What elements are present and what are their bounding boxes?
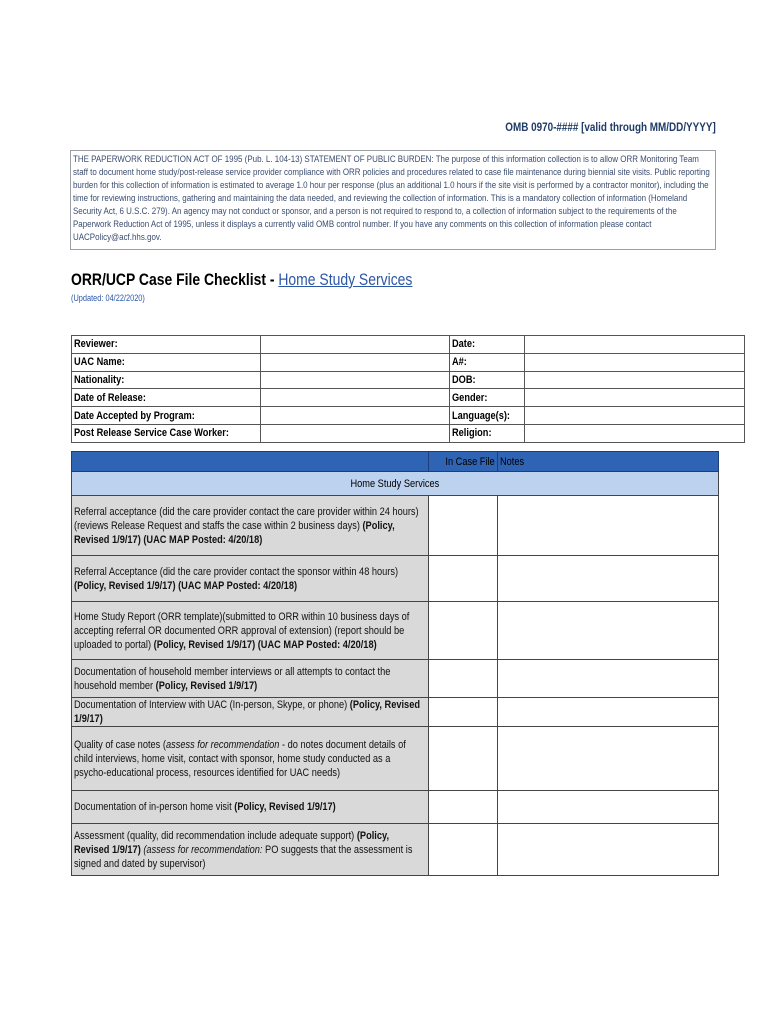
in-case-file-cell[interactable] (429, 791, 498, 824)
nationality-field[interactable] (261, 371, 450, 389)
burden-text: THE PAPERWORK REDUCTION ACT OF 1995 (Pub. L. 104-13) STATEMENT OF PUBLIC BURDEN: The purpose of this information collection is to allow ORR Monitoring Team staff to document home study/post-release service provider compliance with ORR policies and procedures related to case file maintenance during biennial site visits. Public reporting burden for this collection of information is estimated to average 1.0 hour per response (plus an additional 1.0 hours if the site visit is performed by a contractor monitor), including the time for reviewing instructions, gathering and maintaining the data needed, and reviewing the collection of information. This is a mandatory collection of information (Homeland Security Act, 6 U.S.C. 279). An agency may not conduct or sponsor, and a person is not required to respond to, a collection of information subject to the requirements of the Paperwork Reduction Act of 1995, unless it displays a currently valid OMB control number. If you have any comments on this collection of information please contact UACPolicy@acf.hhs.gov. (73, 154, 710, 243)
item-description: Documentation of Interview with UAC (In-person, Skype, or phone) (Policy, Revised 1/9/17) (72, 698, 429, 727)
info-label: DOB: (450, 371, 524, 389)
item-description: Assessment (quality, did recommendation include adequate support) (Policy, Revised 1/9/17) (assess for recommendation: PO suggests that the assessment is signed and dated by supervisor) (72, 824, 429, 876)
notes-cell[interactable] (498, 698, 719, 727)
info-label: UAC Name: (72, 353, 261, 371)
in-case-file-cell[interactable] (429, 496, 498, 556)
in-case-file-cell[interactable] (429, 602, 498, 660)
checklist-item (72, 824, 719, 876)
info-label: Date Accepted by Program: (72, 407, 261, 425)
date-accepted-field[interactable] (261, 407, 450, 425)
info-row (72, 371, 745, 389)
info-row (72, 407, 745, 425)
info-label: Language(s): (450, 407, 524, 425)
checklist-item (72, 660, 719, 698)
notes-cell[interactable] (498, 496, 719, 556)
date-of-release-field[interactable] (261, 389, 450, 407)
in-case-file-header: In Case File (429, 452, 498, 472)
column-header-row (72, 452, 719, 472)
gender-field[interactable] (524, 389, 744, 407)
checklist-item (72, 556, 719, 602)
languages-field[interactable] (524, 407, 744, 425)
section-header-row (72, 472, 719, 496)
header-blank (72, 452, 429, 472)
notes-cell[interactable] (498, 727, 719, 791)
date-field[interactable] (524, 336, 744, 354)
dob-field[interactable] (524, 371, 744, 389)
title-link[interactable]: Home Study Services (278, 270, 413, 289)
notes-cell[interactable] (498, 660, 719, 698)
uac-name-field[interactable] (261, 353, 450, 371)
info-label: Date: (450, 336, 524, 354)
info-row (72, 424, 745, 442)
info-row (72, 389, 745, 407)
notes-cell[interactable] (498, 824, 719, 876)
checklist-item (72, 698, 719, 727)
item-description: Quality of case notes (assess for recommendation - do notes document details of child interviews, home visit, contact with sponsor, home study conducted as a psycho-educational process, resources identified for UAC needs) (72, 727, 429, 791)
case-worker-field[interactable] (261, 424, 450, 442)
page-title (71, 270, 412, 290)
checklist-item (72, 602, 719, 660)
in-case-file-cell[interactable] (429, 698, 498, 727)
info-label: Nationality: (72, 371, 261, 389)
notes-header: Notes (498, 452, 719, 472)
reviewer-field[interactable] (261, 336, 450, 354)
omb-control-number: OMB 0970-#### [valid through MM/DD/YYYY] (505, 122, 716, 134)
checklist-table (71, 451, 719, 876)
title-prefix: ORR/UCP Case File Checklist - (71, 270, 279, 289)
reviewer-info-table (71, 335, 745, 443)
religion-field[interactable] (524, 424, 744, 442)
checklist-item (72, 496, 719, 556)
notes-cell[interactable] (498, 556, 719, 602)
section-title: Home Study Services (72, 472, 719, 496)
info-label: Post Release Service Case Worker: (72, 424, 261, 442)
notes-cell[interactable] (498, 602, 719, 660)
checklist-item (72, 727, 719, 791)
in-case-file-cell[interactable] (429, 824, 498, 876)
item-description: Documentation of in-person home visit (Policy, Revised 1/9/17) (72, 791, 429, 824)
item-description: Referral acceptance (did the care provider contact the care provider within 24 hours) (reviews Release Request and staffs the case within 2 business days) (Policy, Revised 1/9/17) (UAC MAP Posted: 4/20/18) (72, 496, 429, 556)
checklist-item (72, 791, 719, 824)
a-number-field[interactable] (524, 353, 744, 371)
in-case-file-cell[interactable] (429, 556, 498, 602)
in-case-file-cell[interactable] (429, 660, 498, 698)
in-case-file-cell[interactable] (429, 727, 498, 791)
info-label: Gender: (450, 389, 524, 407)
info-label: Religion: (450, 424, 524, 442)
item-description: Documentation of household member interviews or all attempts to contact the household member (Policy, Revised 1/9/17) (72, 660, 429, 698)
info-row (72, 336, 745, 354)
info-label: Date of Release: (72, 389, 261, 407)
updated-date: (Updated: 04/22/2020) (71, 293, 145, 303)
item-description: Home Study Report (ORR template)(submitted to ORR within 10 business days of accepting referral OR documented ORR approval of extension) (report should be uploaded to portal) (Policy, Revised 1/9/17) (UAC MAP Posted: 4/20/18) (72, 602, 429, 660)
item-description: Referral Acceptance (did the care provider contact the sponsor within 48 hours) (Policy, Revised 1/9/17) (UAC MAP Posted: 4/20/18) (72, 556, 429, 602)
paperwork-burden-statement (70, 150, 716, 250)
info-label: Reviewer: (72, 336, 261, 354)
info-row (72, 353, 745, 371)
info-label: A#: (450, 353, 524, 371)
notes-cell[interactable] (498, 791, 719, 824)
